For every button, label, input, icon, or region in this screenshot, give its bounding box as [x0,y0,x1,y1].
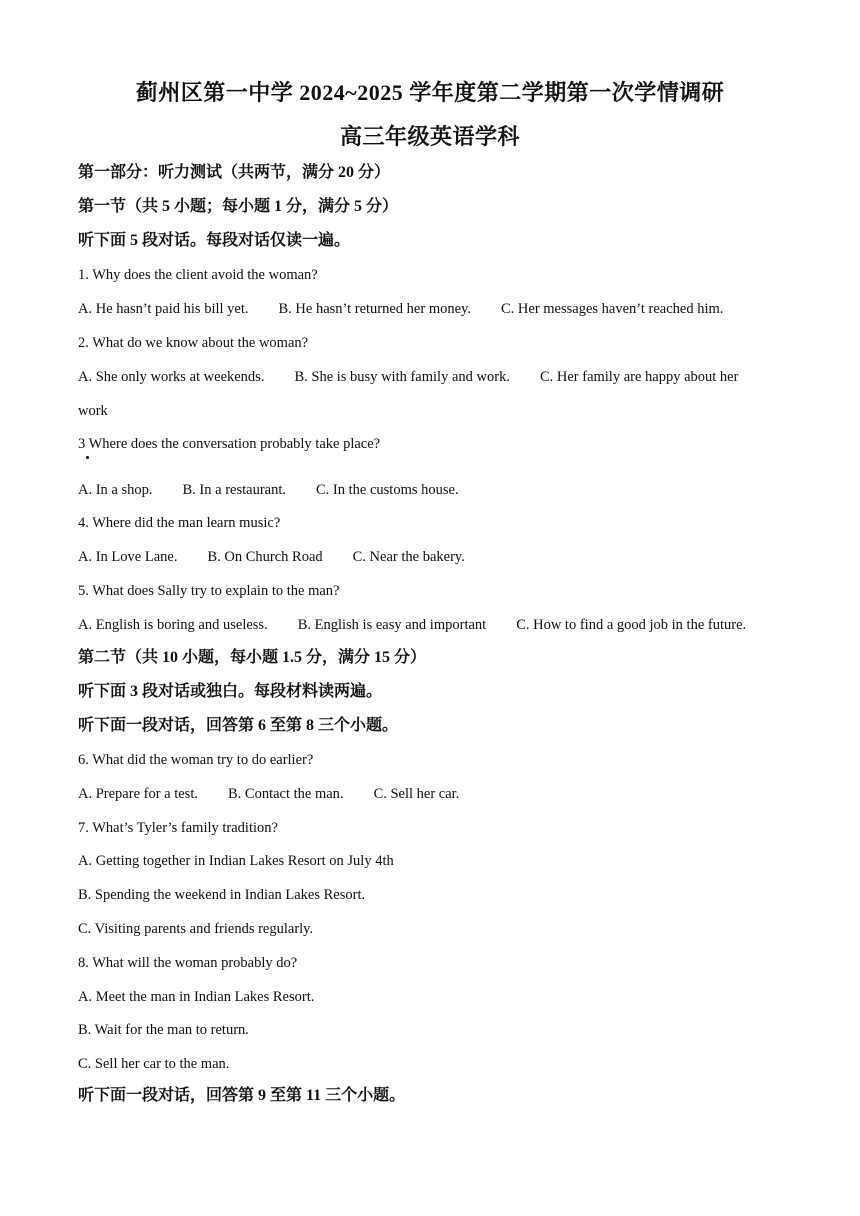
question-7-stem: 7. What’s Tyler’s family tradition? [78,820,278,836]
section1-instruction: 听下面 5 段对话。每段对话仅读一遍。 [78,232,351,249]
exam-title: 蓟州区第一中学 2024~2025 学年度第二学期第一次学情调研 [135,80,725,105]
option-c: C. In the customs house. [316,482,459,498]
question-8-option-b: B. Wait for the man to return. [78,1022,249,1038]
option-a: A. She only works at weekends. [78,369,265,385]
question-1-stem: 1. Why does the client avoid the woman? [78,267,318,283]
question-7-option-b: B. Spending the weekend in Indian Lakes Resort. [78,887,366,903]
question-6-options [78,785,489,803]
question-8-option-c: C. Sell her car to the man. [78,1056,230,1072]
option-b: B. She is busy with family and work. [294,369,510,385]
question-3-options [78,481,489,499]
part1-heading: 第一部分：听力测试（共两节，满分 20 分） [78,164,391,181]
exam-subtitle: 高三年级英语学科 [339,124,520,149]
option-b: B. Contact the man. [227,786,344,802]
option-a: A. Prepare for a test. [78,786,198,802]
question-7-option-c: C. Visiting parents and friends regularly. [78,921,314,937]
option-c: C. Near the bakery. [352,549,465,565]
option-b: B. English is easy and important [297,617,487,633]
question-2-option-continuation: work [78,403,108,419]
option-c: C. Sell her car. [373,786,460,802]
option-a: A. He hasn’t paid his bill yet. [78,301,249,317]
question-7-option-a: A. Getting together in Indian Lakes Resort on July 4th [78,853,394,869]
option-c: C. How to find a good job in the future. [516,617,747,633]
option-a: A. In Love Lane. [78,549,178,565]
group2-instruction: 听下面一段对话，回答第 9 至第 11 三个小题。 [78,1087,406,1104]
option-a: A. In a shop. [78,482,153,498]
stray-dot [86,456,89,459]
section2-heading: 第二节（共 10 小题，每小题 1.5 分，满分 15 分） [78,649,427,666]
question-4-stem: 4. Where did the man learn music? [78,515,281,531]
question-2-options [78,368,768,386]
question-8-option-a: A. Meet the man in Indian Lakes Resort. [78,989,315,1005]
section1-heading: 第一节（共 5 小题；每小题 1 分，满分 5 分） [78,198,399,215]
option-b: B. In a restaurant. [182,482,286,498]
question-5-options [78,616,776,634]
option-c: C. Her family are happy about her [539,369,739,385]
option-c: C. Her messages haven’t reached him. [500,301,724,317]
group1-instruction: 听下面一段对话，回答第 6 至第 8 三个小题。 [78,717,399,734]
section2-instruction: 听下面 3 段对话或独白。每段材料读两遍。 [78,683,383,700]
question-1-options [78,300,753,318]
option-b: B. On Church Road [207,549,323,565]
question-8-stem: 8. What will the woman probably do? [78,955,298,971]
option-b: B. He hasn’t returned her money. [278,301,471,317]
question-6-stem: 6. What did the woman try to do earlier? [78,752,314,768]
question-5-stem: 5. What does Sally try to explain to the man? [78,583,340,599]
question-3-stem: 3 Where does the conversation probably take place? [78,436,381,452]
question-4-options [78,548,495,566]
question-2-stem: 2. What do we know about the woman? [78,335,309,351]
option-a: A. English is boring and useless. [78,617,268,633]
